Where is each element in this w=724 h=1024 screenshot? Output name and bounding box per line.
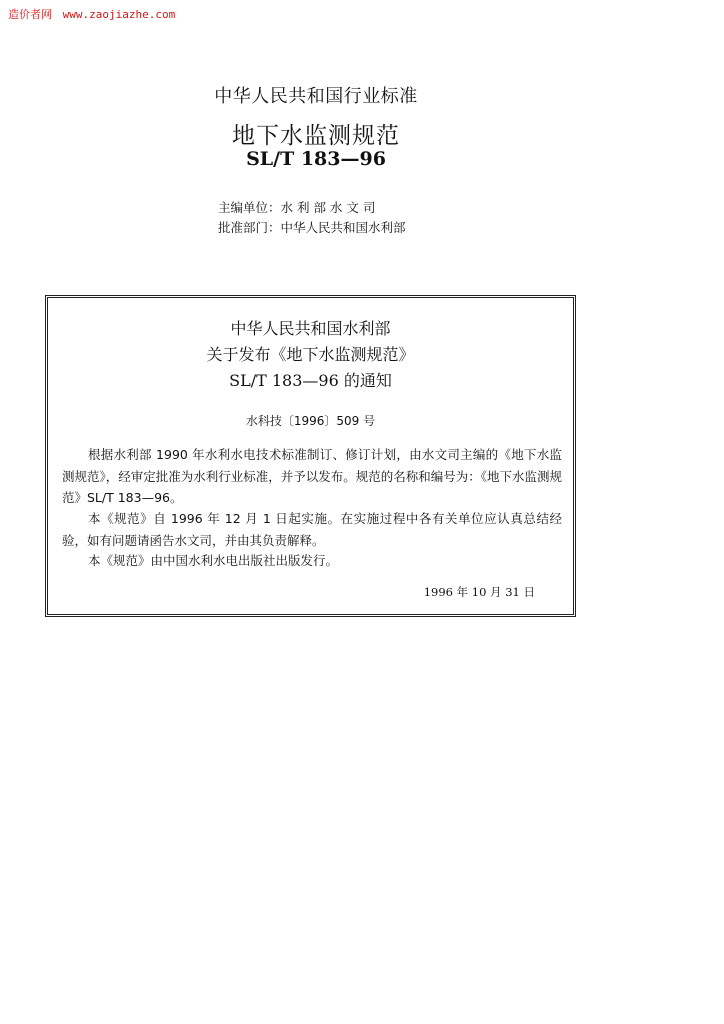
- notice-title: 关于发布《地下水监测规范》: [206, 345, 415, 364]
- approver-line: [218, 218, 406, 236]
- notice-paragraph: 根据水利部 1990 年水利水电技术标准制订、修订计划，由水文司主编的《地下水监测规范》，经审定批准为水利行业标准，并予以发布。规范的名称和编号为：《地下水监测规范》SL/T 183—96。: [62, 447, 563, 505]
- editor-label: 主编单位：: [218, 200, 281, 215]
- notice-doc-number: 水科技〔1996〕509 号: [245, 414, 376, 428]
- watermark-url[interactable]: www.zaojiazhe.com: [62, 8, 176, 21]
- notice-paragraph: 本《规范》自 1996 年 12 月 1 日起实施。在实施过程中各有关单位应认真总结经验，如有问题请函告水文司，并由其负责解释。: [62, 511, 562, 548]
- standard-series: 中华人民共和国行业标准: [214, 86, 418, 107]
- approver-value: 中华人民共和国水利部: [280, 220, 406, 235]
- editor-value: 水 利 部 水 文 司: [280, 200, 376, 215]
- standard-title: 地下水监测规范: [232, 123, 400, 149]
- editor-line: [218, 198, 375, 216]
- watermark-site-name: 造价者网: [8, 8, 52, 21]
- standard-code: SL/T 183—96: [246, 148, 386, 170]
- notice-ministry: 中华人民共和国水利部: [230, 319, 391, 338]
- notice-title-code: SL/T 183—96 的通知: [229, 371, 392, 390]
- notice-box: [45, 295, 576, 617]
- watermark: [8, 6, 175, 22]
- notice-paragraph: 本《规范》由中国水利水电出版社出版发行。: [88, 553, 339, 568]
- approver-label: 批准部门：: [218, 220, 281, 235]
- notice-date: 1996 年 10 月 31 日: [423, 585, 535, 599]
